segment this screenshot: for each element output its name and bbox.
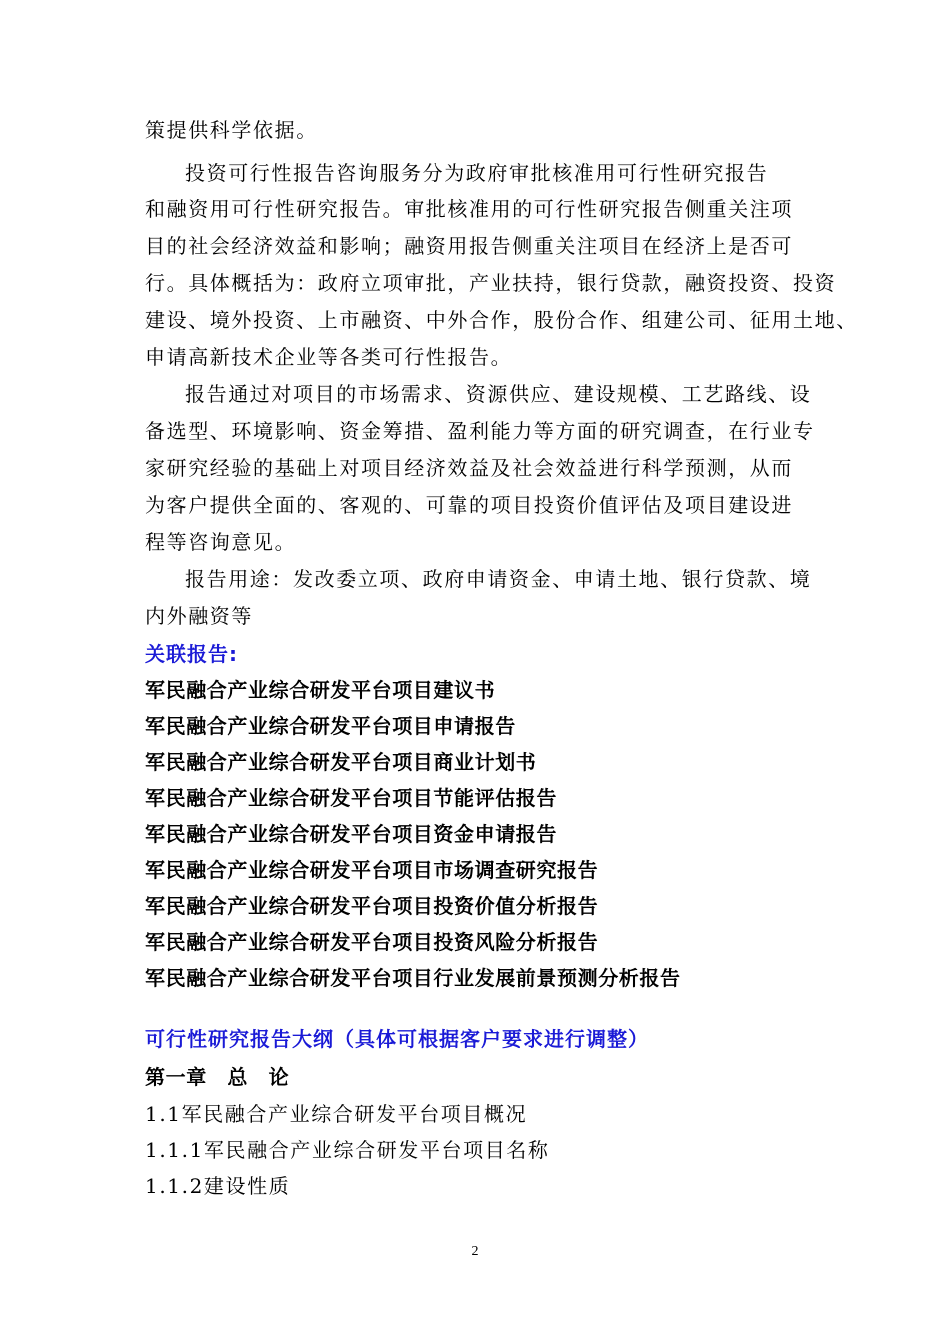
body-line: 行。具体概括为：政府立项审批，产业扶持，银行贷款，融资投资、投资 — [145, 271, 837, 295]
body-line: 程等咨询意见。 — [145, 530, 297, 554]
related-heading: 关联报告: — [145, 642, 238, 666]
related-report-link[interactable]: 军民融合产业综合研发平台项目投资价值分析报告 — [145, 894, 599, 918]
body-line: 策提供科学依据。 — [145, 118, 318, 142]
body-line: 家研究经验的基础上对项目经济效益及社会效益进行科学预测，从而 — [145, 456, 793, 480]
body-line: 投资可行性报告咨询服务分为政府审批核准用可行性研究报告 — [185, 161, 769, 185]
body-line: 备选型、环境影响、资金筹措、盈利能力等方面的研究调查，在行业专 — [145, 419, 815, 443]
related-report-link[interactable]: 军民融合产业综合研发平台项目节能评估报告 — [145, 786, 557, 810]
related-report-link[interactable]: 军民融合产业综合研发平台项目商业计划书 — [145, 750, 537, 774]
related-report-link[interactable]: 军民融合产业综合研发平台项目行业发展前景预测分析报告 — [145, 966, 681, 990]
related-report-link[interactable]: 军民融合产业综合研发平台项目投资风险分析报告 — [145, 930, 599, 954]
body-line: 为客户提供全面的、客观的、可靠的项目投资价值评估及项目建设进 — [145, 493, 793, 517]
outline-item: 1.1军民融合产业综合研发平台项目概况 — [145, 1102, 528, 1126]
related-report-link[interactable]: 军民融合产业综合研发平台项目建议书 — [145, 678, 496, 702]
related-report-link[interactable]: 军民融合产业综合研发平台项目资金申请报告 — [145, 822, 557, 846]
body-line: 和融资用可行性研究报告。审批核准用的可行性研究报告侧重关注项 — [145, 197, 793, 221]
body-line: 报告通过对项目的市场需求、资源供应、建设规模、工艺路线、设 — [185, 382, 812, 406]
body-line: 报告用途：发改委立项、政府申请资金、申请土地、银行贷款、境 — [185, 567, 812, 591]
outline-item: 1.1.1军民融合产业综合研发平台项目名称 — [145, 1138, 550, 1162]
outline-heading: 可行性研究报告大纲（具体可根据客户要求进行调整） — [145, 1027, 649, 1051]
body-line: 目的社会经济效益和影响；融资用报告侧重关注项目在经济上是否可 — [145, 234, 793, 258]
body-line: 建设、境外投资、上市融资、中外合作，股份合作、组建公司、征用土地、 — [145, 308, 858, 332]
chapter-title: 第一章 总 论 — [145, 1065, 290, 1089]
related-report-link[interactable]: 军民融合产业综合研发平台项目市场调查研究报告 — [145, 858, 599, 882]
body-line: 申请高新技术企业等各类可行性报告。 — [145, 345, 513, 369]
outline-item: 1.1.2建设性质 — [145, 1174, 291, 1198]
body-line: 内外融资等 — [145, 604, 253, 628]
page-number: 2 — [471, 1244, 479, 1259]
related-report-link[interactable]: 军民融合产业综合研发平台项目申请报告 — [145, 714, 516, 738]
